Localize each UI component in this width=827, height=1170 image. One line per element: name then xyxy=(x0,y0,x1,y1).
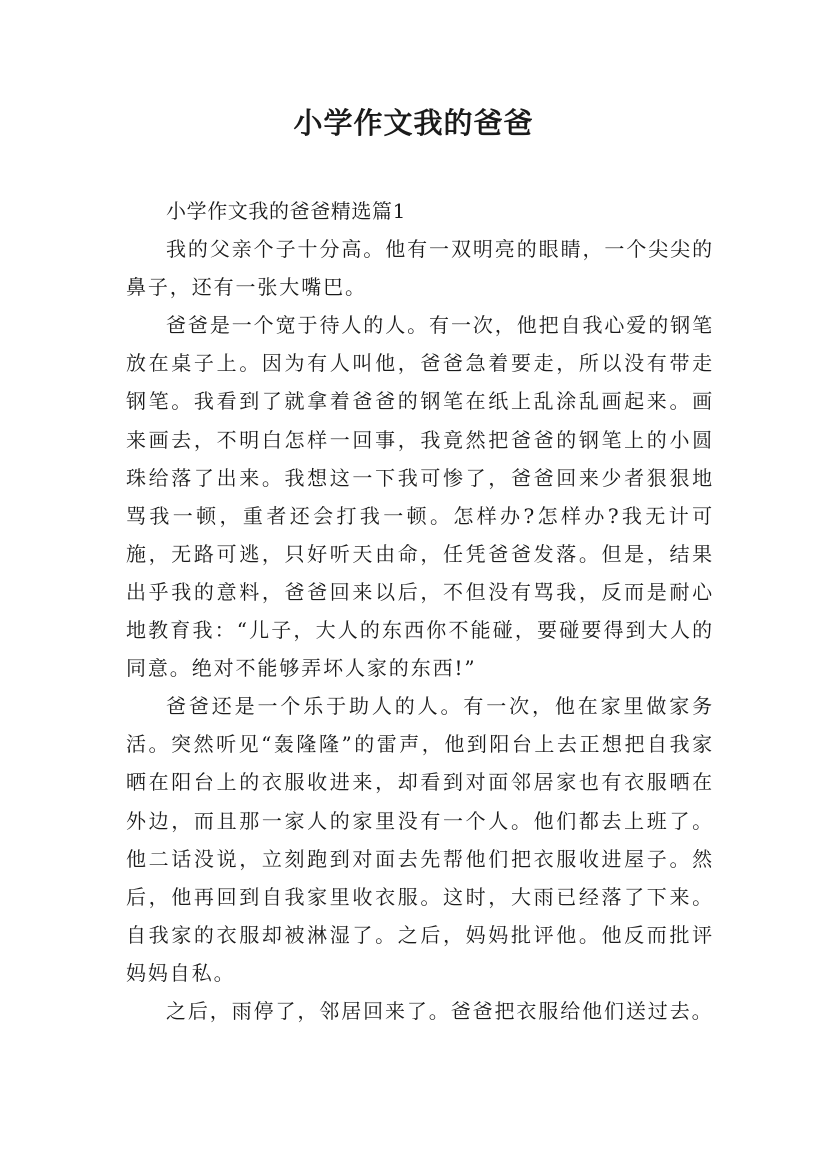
paragraph-3: 爸爸还是一个乐于助人的人。有一次，他在家里做家务活。突然听见“轰隆隆”的雷声，他到阳台上去正想把自我家晒在阳台上的衣服收进来，却看到对面邻居家也有衣服晒在外边，而且那一家人的家里没有一个人。他们都去上班了。他二话没说，立刻跑到对面去先帮他们把衣服收进屋子。然后，他再回到自我家里收衣服。这时，大雨已经落了下来。自我家的衣服却被淋湿了。之后，妈妈批评他。他反而批评妈妈自私。 xyxy=(126,694,714,985)
paragraph-2: 爸爸是一个宽于待人的人。有一次，他把自我心爱的钢笔放在桌子上。因为有人叫他，爸爸急着要走，所以没有带走钢笔。我看到了就拿着爸爸的钢笔在纸上乱涂乱画起来。画来画去，不明白怎样一回事，我竟然把爸爸的钢笔上的小圆珠给落了出来。我想这一下我可惨了，爸爸回来少者狠狠地骂我一顿，重者还会打我一顿。怎样办?怎样办?我无计可施，无路可逃，只好听天由命，任凭爸爸发落。但是，结果出乎我的意料，爸爸回来以后，不但没有骂我，反而是耐心地教育我：“儿子，大人的东西你不能碰，要碰要得到大人的同意。绝对不能够弄坏人家的东西!” xyxy=(126,313,714,681)
section-subheading: 小学作文我的爸爸精选篇1 xyxy=(166,199,406,223)
document-body xyxy=(126,192,714,1030)
paragraph-4: 之后，雨停了，邻居回来了。爸爸把衣服给他们送过去。 xyxy=(166,998,714,1023)
paragraph-1: 我的父亲个子十分高。他有一双明亮的眼睛，一个尖尖的鼻子，还有一张大嘴巴。 xyxy=(126,237,714,300)
document-title: 小学作文我的爸爸 xyxy=(293,106,534,140)
